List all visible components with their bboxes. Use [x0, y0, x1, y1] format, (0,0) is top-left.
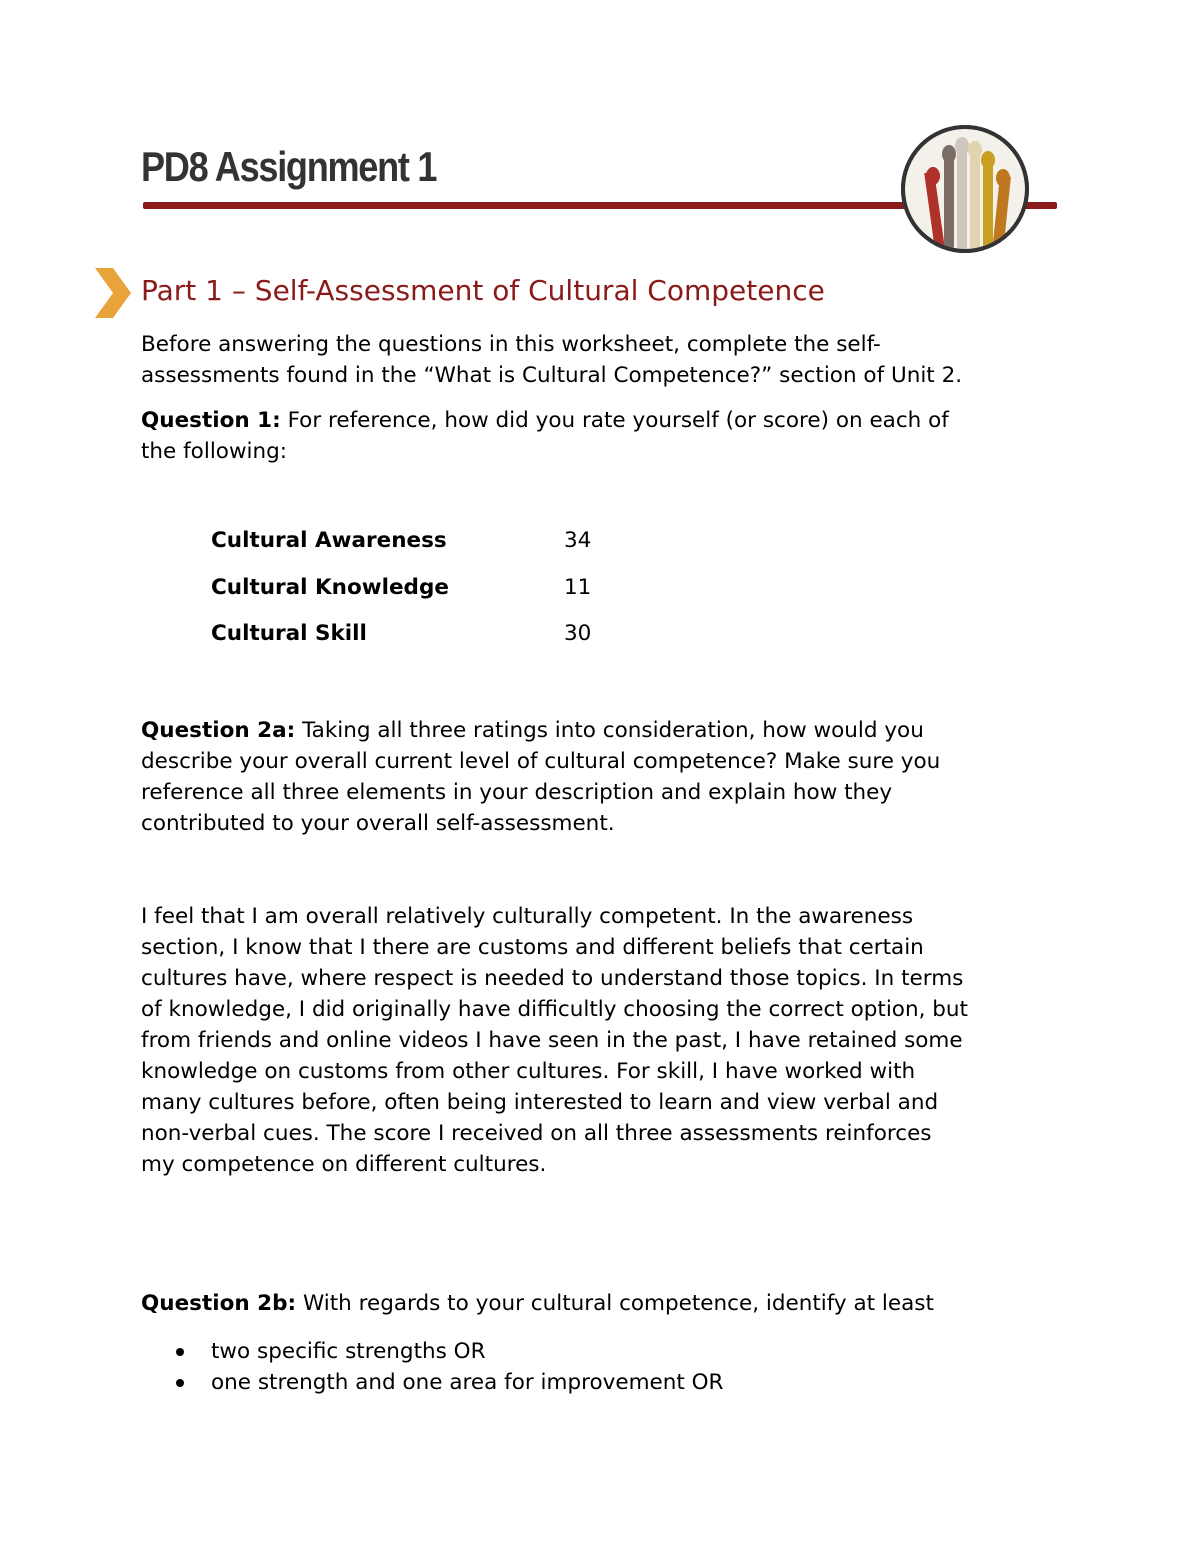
rating-score: 34 [564, 528, 592, 553]
rating-score: 11 [564, 574, 592, 600]
question-1-text: For reference, how did you rate yourself (or score) on each of [280, 408, 949, 433]
question-2b-text: With regards to your cultural competence, identify at least [296, 1291, 934, 1316]
question-2b-bullets [176, 1336, 724, 1398]
question-2a [141, 715, 1071, 839]
list-item-text: two specific strengths OR [211, 1339, 486, 1364]
answer-line: I feel that I am overall relatively culturally competent. In the awareness [141, 904, 914, 929]
bullet-icon [176, 1379, 184, 1387]
answer-line: knowledge on customs from other cultures. For skill, I have worked with [141, 1059, 916, 1084]
list-item [176, 1336, 724, 1367]
section-heading: Part 1 – Self-Assessment of Cultural Competence [141, 274, 825, 307]
chevron-right-icon [93, 268, 131, 318]
rating-name: Cultural Skill [211, 621, 367, 646]
question-2b [141, 1288, 1071, 1319]
intro-line: assessments found in the “What is Cultural Competence?” section of Unit 2. [141, 363, 963, 388]
bullet-icon [176, 1348, 184, 1356]
intro-line: Before answering the questions in this worksheet, complete the self- [141, 332, 881, 357]
question-2b-label: Question 2b: [141, 1291, 297, 1316]
question-1-label: Question 1: [141, 408, 281, 433]
question-2a-label: Question 2a: [141, 718, 296, 743]
question-2a-text: describe your overall current level of cultural competence? Make sure you [141, 749, 941, 774]
page-title: PD8 Assignment 1 [141, 143, 437, 190]
question-2a-text: reference all three elements in your description and explain how they [141, 780, 893, 805]
question-2a-text: Taking all three ratings into consideration, how would you [295, 718, 924, 743]
answer-line: cultures have, where respect is needed to understand those topics. In terms [141, 966, 964, 991]
list-item-text: one strength and one area for improvement OR [211, 1370, 724, 1395]
question-1 [141, 405, 1071, 467]
question-2a-text: contributed to your overall self-assessment. [141, 811, 615, 836]
answer-2a [141, 901, 1071, 1180]
answer-line: non-verbal cues. The score I received on all three assessments reinforces [141, 1121, 932, 1146]
raised-hands-circle-logo [900, 124, 1030, 254]
answer-line: many cultures before, often being interested to learn and view verbal and [141, 1090, 939, 1115]
question-1-text: the following: [141, 439, 288, 464]
answer-line: section, I know that I there are customs and different beliefs that certain [141, 935, 924, 960]
intro-paragraph [141, 329, 1071, 391]
answer-line: from friends and online videos I have seen in the past, I have retained some [141, 1028, 963, 1053]
answer-line: my competence on different cultures. [141, 1152, 547, 1177]
rating-name: Cultural Knowledge [211, 574, 449, 600]
answer-line: of knowledge, I did originally have difficultly choosing the correct option, but [141, 997, 968, 1022]
list-item [176, 1367, 724, 1398]
rating-name: Cultural Awareness [211, 528, 447, 553]
rating-score: 30 [564, 621, 592, 646]
